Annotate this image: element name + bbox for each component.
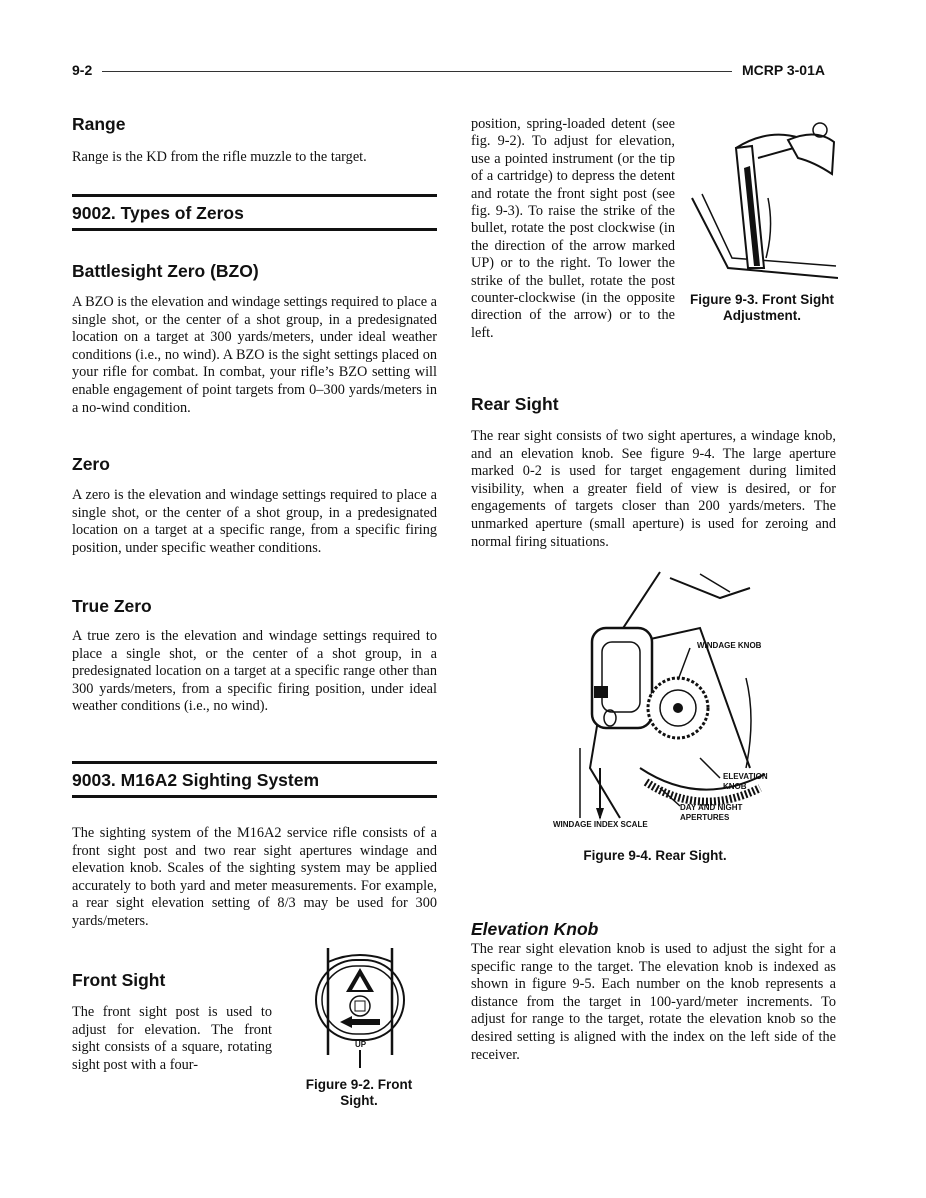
elevation-knob-label-2: KNOB [723,782,747,791]
windage-knob-label: WINDAGE KNOB [697,641,762,650]
apertures-label-1: DAY AND NIGHT [680,803,743,812]
range-heading: Range [72,114,126,134]
range-text: Range is the KD from the rifle muzzle to the target. [72,149,367,165]
section-9003-heading: 9003. M16A2 Sighting System [72,770,320,790]
bzo-text: A BZO is the elevation and windage settings required to place a single shot, or the center of a shot group, in a predesignated location on a target at 300 yards/meters, under ideal weather conditions (i.e., no wind). A BZO is the sight settings placed on your rifle for combat. In combat, your rifle’s BZO setting will enable engagement of point targets from 0–300 yards/meters in a no-wind condition. [72,294,437,416]
section-rule-bottom [72,228,437,231]
page-number: 9-2 [72,62,93,78]
section-rule-top [72,194,437,197]
front-sight-figure [300,940,420,1072]
zero-text: A zero is the elevation and windage settings required to place a single shot, or the center of a shot group, in a predesignated location on a target at a specific range, from a specific firing position, under specific weather conditions. [72,487,437,556]
elevation-knob-heading: Elevation Knob [471,919,599,939]
front-sight-heading: Front Sight [72,970,166,990]
figure-9-2-caption: Figure 9-2. Front Sight. [305,1077,413,1108]
figure-9-4-caption: Figure 9-4. Rear Sight. [583,848,727,863]
true-zero-text: A true zero is the elevation and windage settings required to place a single shot, or the center of a shot group, in a predesignated location on a target at a specific range other than 300 yards/meters, from a specific firing position, under ideal weather conditions (i.e., no wind). [72,628,437,715]
section-rule-bottom [72,795,437,798]
figure-9-3-caption: Figure 9-3. Front Sight Adjustment. [690,292,834,323]
front-sight-text: The front sight post is used to adjust for elevation. The front sight consists of a square, rotating sight post with a four- [72,1004,272,1073]
section-rule-top [72,761,437,764]
zero-heading: Zero [72,454,110,474]
rear-sight-figure [550,568,790,836]
header-rule [102,71,732,72]
front-sight-adjustment-figure [688,118,838,286]
true-zero-heading: True Zero [72,596,152,616]
bzo-heading: Battlesight Zero (BZO) [72,261,259,281]
rear-sight-heading: Rear Sight [471,394,559,414]
front-sight-continuation-text: position, spring-loaded detent (see fig. 9-2). To adjust for elevation, use a pointed instrument (or the tip of a cartridge) to depress the detent and rotate the front sight post (see fig. 9-3). To raise the strike of the bullet, rotate the post clockwise (in the direction of the arrow marked UP) or to the right. To lower the strike of the bullet, rotate the post counter-clockwise (in the opposite direction of the arrow) or to the left. [471,116,675,341]
document-id: MCRP 3-01A [742,62,825,78]
rear-sight-text: The rear sight consists of two sight apertures, a windage knob, and an elevation knob. See figure 9-4. The large aperture marked 0-2 is used for target engagement during limited visibility, when a greater field of view is desired, or for engagements of targets closer than 200 yards/meters. The unmarked aperture (small aperture) is used for zeroing and normal firing situations. [471,428,836,550]
windage-index-scale-label: WINDAGE INDEX SCALE [553,820,648,829]
elevation-knob-label-1: ELEVATION [723,772,768,781]
section-9002-heading: 9002. Types of Zeros [72,203,244,223]
apertures-label-2: APERTURES [680,813,730,822]
sighting-system-text: The sighting system of the M16A2 service rifle consists of a front sight post and two rear sight apertures windage and elevation knob. Scales of the sighting system may be applied accurately to both yard and meter measurements. For example, a rear sight elevation setting of 8/3 may be used for 300 yards/meters. [72,825,437,929]
up-label: UP [355,1040,367,1049]
elevation-knob-text: The rear sight elevation knob is used to adjust the sight for a specific range to the target. The elevation knob is indexed as shown in figure 9-5. Each number on the knob represents a distance from the target in 100-yard/meter increments. To adjust for range to the target, rotate the elevation knob so the desired setting is aligned with the index on the left side of the receiver. [471,941,836,1063]
